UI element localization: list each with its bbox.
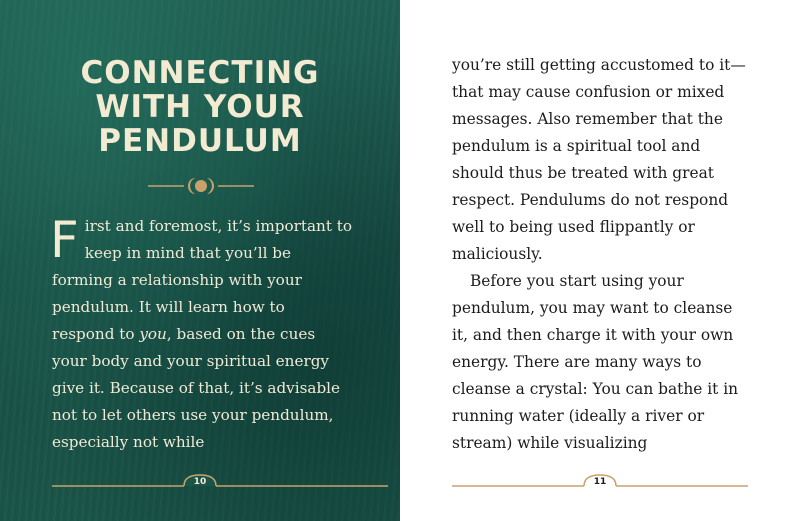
chapter-title-line-1: CONNECTING [80,55,320,91]
left-text-part-1: irst and foremost, it’s important to keep in mind that you’ll be forming a relationship with your pendulum. It will learn how to respond to [52,217,353,343]
left-text-part-2: , based on the cues your body and your spiritual energy give it. Because of that, it’s advisable not to let others use your pendulum, especially not while [52,325,341,451]
chapter-title-line-2: WITH YOUR [95,89,305,125]
page-number-right: 11 [593,477,607,487]
right-page [400,0,800,521]
left-page-footer [52,472,388,496]
left-text-emphasis: you [139,325,167,343]
drop-cap: F [50,211,79,269]
page-number-left: 10 [193,477,207,487]
right-paragraph-2: Before you start using your pendulum, you may want to cleanse it, and then charge it with your own energy. There are many ways to cleanse a crystal: You can bathe it in running water (ideally a river or stream) while visualizing [452,272,739,452]
right-body-text [452,52,752,457]
right-paragraph-1: you’re still getting accustomed to it—that may cause confusion or mixed messages. Also remember that the pendulum is a spiritual tool and should thus be treated with great respect. Pendulums do not respond well to being used flippantly or maliciously. [452,56,746,263]
left-footer-rule [52,472,388,496]
chapter-title-line-3: PENDULUM [98,123,302,159]
left-body-paragraph [52,213,352,456]
right-page-footer [452,472,748,496]
chapter-title [40,56,360,158]
crescent-moon-ornament-icon [146,176,256,196]
